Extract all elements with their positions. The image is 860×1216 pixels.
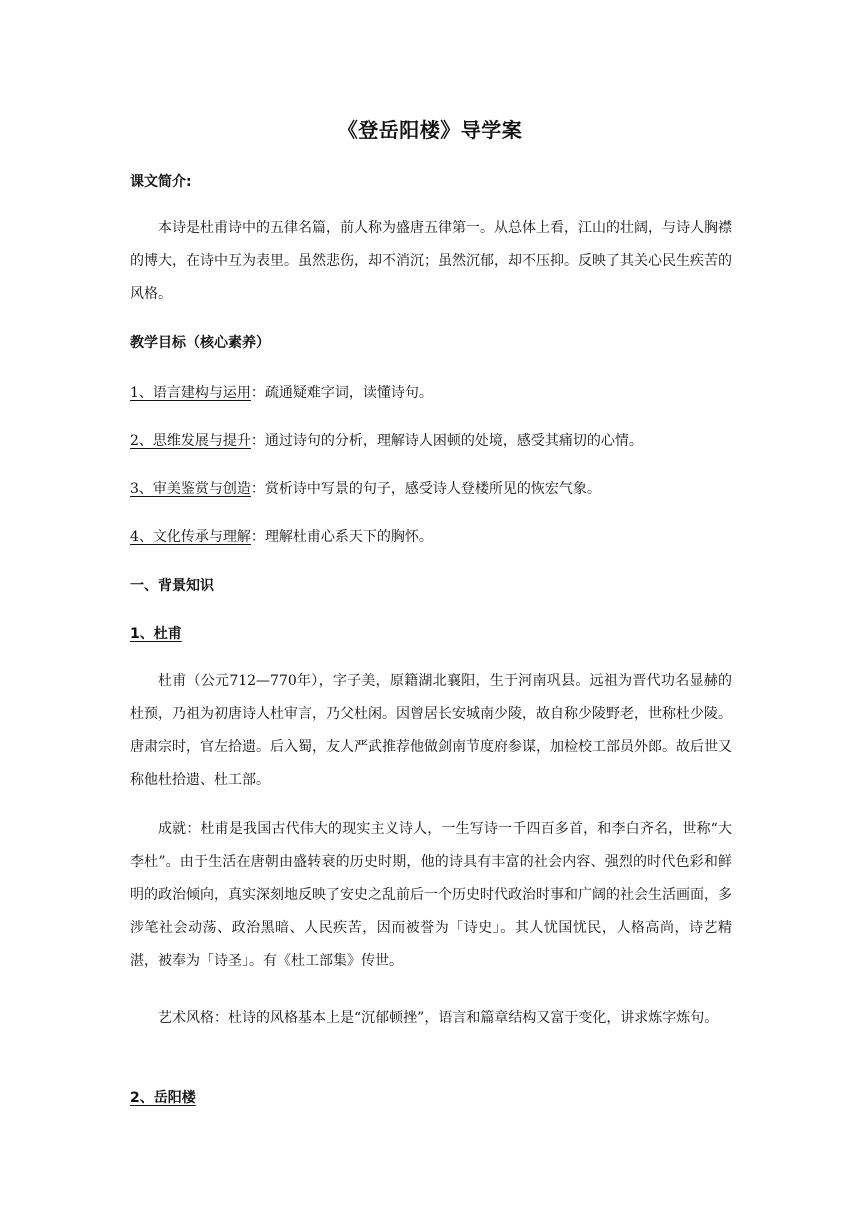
- goal-item-3: [130, 473, 732, 505]
- yueyang-heading: 2、岳阳楼: [130, 1090, 196, 1106]
- dufu-heading: 1、杜甫: [130, 626, 182, 642]
- goal-label: 1、语言建构与运用: [130, 385, 251, 401]
- section-heading-background: 一、背景知识: [130, 578, 214, 594]
- intro-heading: 课文简介:: [130, 174, 192, 190]
- goal-label: 3、审美鉴赏与创造: [130, 481, 251, 497]
- document-title: 《登岳阳楼》导学案: [337, 118, 523, 142]
- goal-label: 4、文化传承与理解: [130, 529, 251, 545]
- dufu-achievement-paragraph: 成就：杜甫是我国古代伟大的现实主义诗人，一生写诗一千四百多首，和李白齐名，世称“大李杜”。由于生活在唐朝由盛转衰的历史时期，他的诗具有丰富的社会内容、强烈的时代色彩和鲜明的政治倾向，真实深刻地反映了安史之乱前后一个历史时代政治时事和广阔的社会生活画面，多涉笔社会动荡、政治黑暗、人民疾苦，因而被誉为「诗史」。其人忧国忧民，人格高尚，诗艺精湛，被奉为「诗圣」。有《杜工部集》传世。: [130, 821, 732, 969]
- intro-paragraph: 本诗是杜甫诗中的五律名篇，前人称为盛唐五律第一。从总体上看，江山的壮阔，与诗人胸襟的博大，在诗中互为表里。虽然悲伤，却不消沉；虽然沉郁，却不压抑。反映了其关心民生疾苦的风格。: [130, 220, 732, 302]
- goal-text: ：通过诗句的分析，理解诗人困顿的处境，感受其痛切的心情。: [250, 433, 643, 449]
- dufu-bio-paragraph: 杜甫（公元712—770年），字子美，原籍湖北襄阳，生于河南巩县。远祖为晋代功名显赫的杜预，乃祖为初唐诗人杜审言，乃父杜闲。因曾居长安城南少陵，故自称少陵野老，世称杜少陵。唐肃宗时，官左拾遗。后入蜀，友人严武推荐他做剑南节度府参谋，加检校工部员外郎。故后世又称他杜拾遗、杜工部。: [130, 673, 732, 788]
- goal-item-1: [130, 377, 732, 409]
- goal-label: 2、思维发展与提升: [130, 433, 251, 449]
- goal-item-2: [130, 425, 732, 457]
- goal-text: ：理解杜甫心系天下的胸怀。: [250, 529, 433, 545]
- goals-heading: 教学目标（核心素养）: [130, 335, 270, 351]
- goal-item-4: [130, 521, 732, 553]
- goal-text: ：疏通疑难字词，读懂诗句。: [250, 385, 433, 401]
- dufu-style-paragraph: 艺术风格：杜诗的风格基本上是“沉郁顿挫”，语言和篇章结构又富于变化，讲求炼字炼句。: [158, 1010, 719, 1026]
- goal-text: ：赏析诗中写景的句子，感受诗人登楼所见的恢宏气象。: [250, 481, 601, 497]
